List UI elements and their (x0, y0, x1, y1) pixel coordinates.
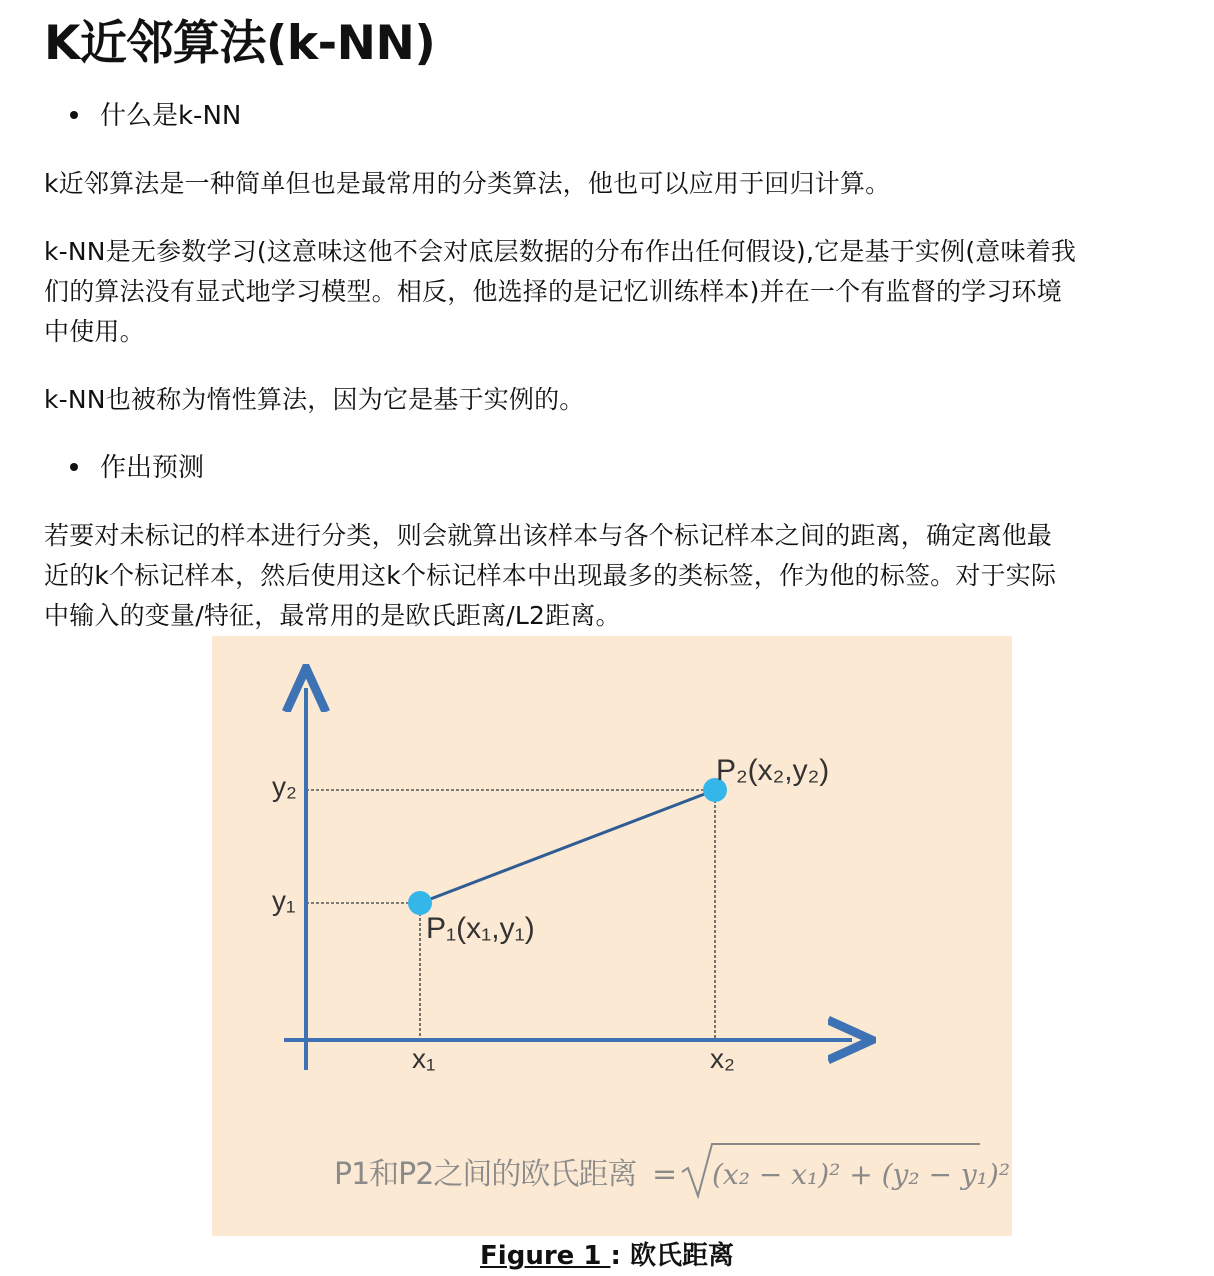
paragraph-line: 中使用。 (44, 317, 145, 346)
paragraph-lazy (44, 380, 1178, 420)
paragraph-intro (44, 164, 1178, 204)
paragraph-nonparametric (44, 232, 1178, 352)
y2-tick-label: y₂ (272, 771, 297, 802)
figure-caption (0, 1238, 1214, 1274)
formula-prefix: P1和P2之间的欧氏距离 (334, 1157, 637, 1192)
bullet-dot (70, 111, 78, 119)
euclidean-distance-figure (212, 636, 1012, 1236)
paragraph-line: 中输入的变量/特征，最常用的是欧氏距离/L2距离。 (44, 601, 621, 630)
paragraph-classify (44, 516, 1178, 636)
figure-diagram (212, 636, 1012, 1236)
bullet-predict (70, 450, 204, 486)
point-p2-label: P₂(x₂,y₂) (716, 754, 830, 787)
page-title: K近邻算法(k-NN) (44, 16, 436, 71)
p1-p2-line (420, 790, 715, 903)
figure-caption-text: 欧氏距离 (620, 1241, 734, 1271)
paragraph-line: k-NN也被称为惰性算法，因为它是基于实例的。 (44, 385, 585, 414)
y1-tick-label: y₁ (272, 885, 296, 916)
paragraph-line: 若要对未标记的样本进行分类，则会就算出该样本与各个标记样本之间的距离，确定离他最 (44, 521, 1053, 550)
x2-tick-label: x₂ (710, 1043, 735, 1074)
bullet-what-is (70, 98, 241, 134)
paragraph-line: k-NN是无参数学习(这意味这他不会对底层数据的分布作出任何假设),它是基于实例(意味着我 (44, 237, 1077, 266)
bullet-what-is-text: 什么是k-NN (100, 101, 242, 131)
point-p1-label: P₁(x₁,y₁) (426, 912, 535, 945)
x1-tick-label: x₁ (412, 1043, 436, 1074)
bullet-dot (70, 463, 78, 471)
formula-equals: = (652, 1157, 678, 1192)
paragraph-line: 们的算法没有显式地学习模型。相反，他选择的是记忆训练样本)并在一个有监督的学习环境 (44, 277, 1062, 306)
figure-caption-separator: : (610, 1241, 621, 1271)
paragraph-line: 近的k个标记样本，然后使用这k个标记样本中出现最多的类标签，作为他的标签。对于实际 (44, 561, 1057, 590)
figure-caption-label: Figure 1 (480, 1241, 611, 1271)
bullet-predict-text: 作出预测 (100, 453, 205, 483)
paragraph-line: k近邻算法是一种简单但也是最常用的分类算法，他也可以应用于回归计算。 (44, 169, 891, 198)
formula-body: (x₂ − x₁)² + (y₂ − y₁)² (712, 1158, 1011, 1191)
